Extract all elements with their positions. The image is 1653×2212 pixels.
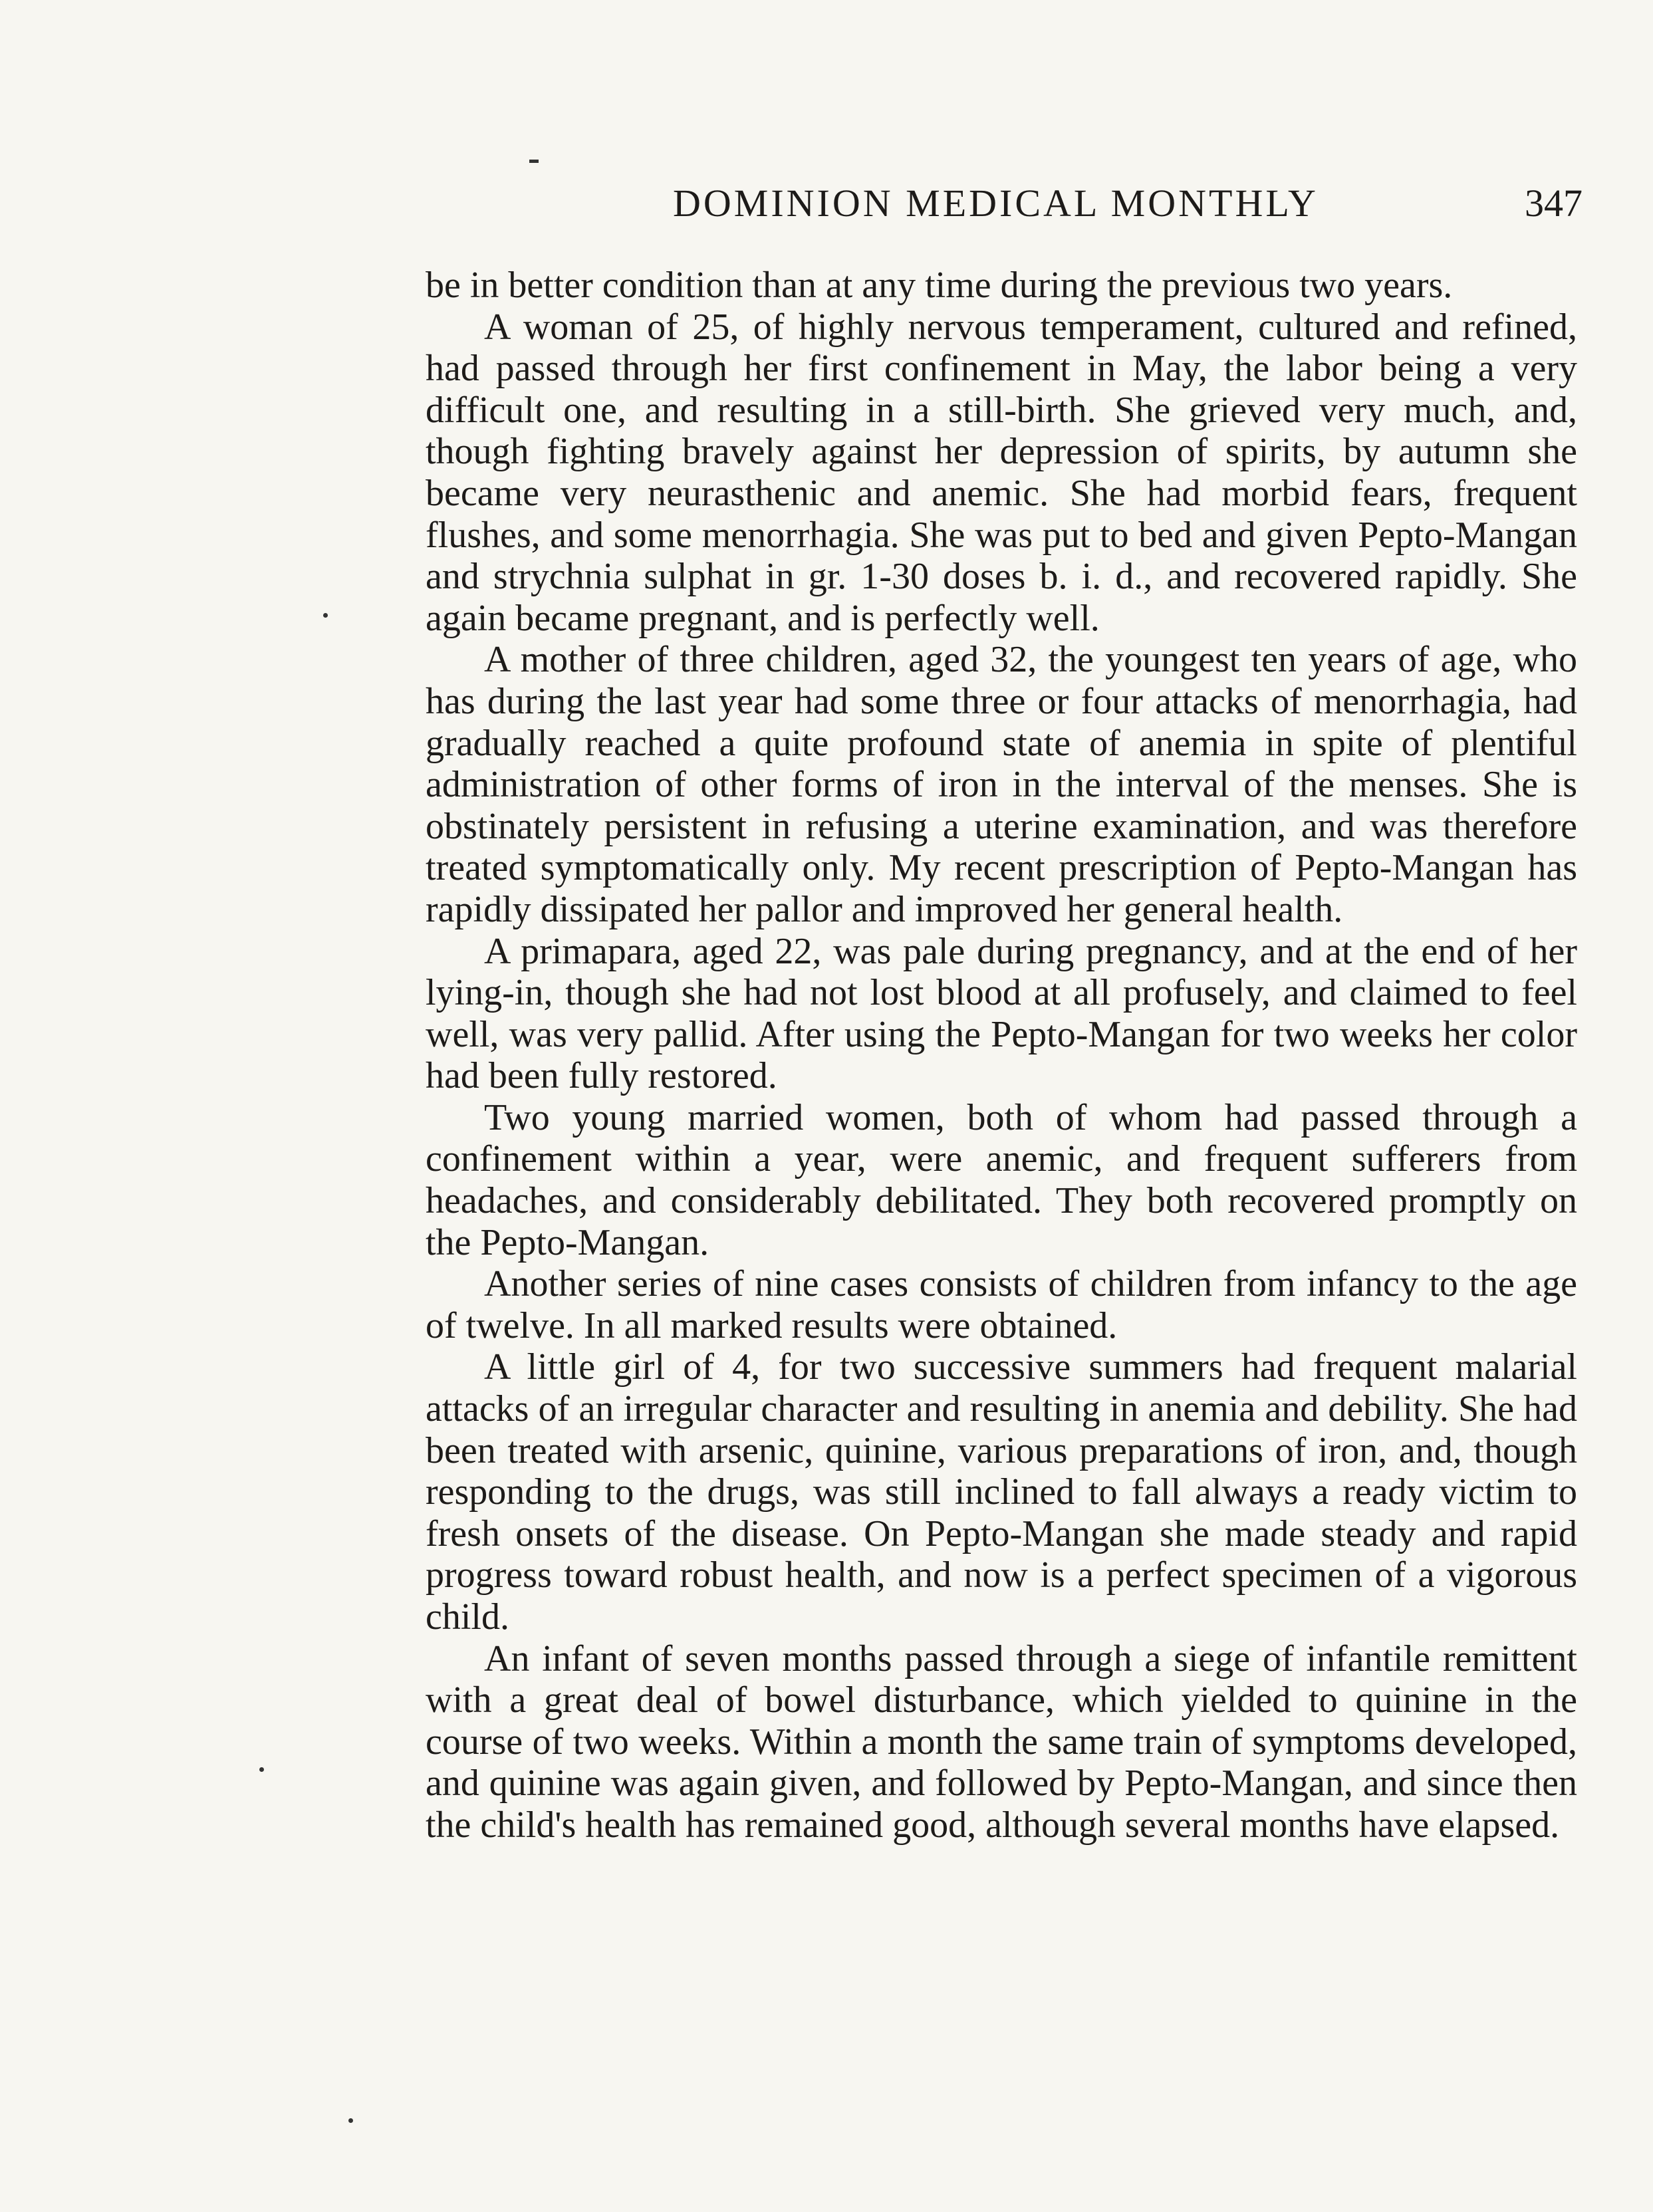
page-header — [426, 181, 1583, 234]
paragraph: Two young married women, both of whom had passed through a confinement within a year, were anemic, and frequent sufferers from headaches, and considerably debilitated. They both recovered promptly on the Pepto-Mangan. — [426, 1096, 1577, 1263]
paragraph: A woman of 25, of highly nervous temperament, cultured and refined, had passed through her first confinement in May, the labor being a very difficult one, and resulting in a still-birth. She grieved very much, and, though fighting bravely against her depression of spirits, by autumn she became very neurasthenic and anemic. She had morbid fears, frequent flushes, and some menorrhagia. She was put to bed and given Pepto-Mangan and strychnia sulphat in gr. 1-30 doses b. i. d., and recovered rapidly. She again became pregnant, and is perfectly well. — [426, 306, 1577, 639]
paragraph: A little girl of 4, for two successive summers had frequent malarial attacks of an irregular character and resulting in anemia and debility. She had been treated with arsenic, quinine, various preparations of iron, and, though responding to the drugs, was still inclined to fall always a ready victim to fresh onsets of the disease. On Pepto-Mangan she made steady and rapid progress toward robust health, and now is a perfect specimen of a vigorous child. — [426, 1346, 1577, 1638]
stray-mark — [348, 2118, 353, 2123]
page-number: 347 — [1525, 182, 1583, 225]
paragraph: A primapara, aged 22, was pale during pregnancy, and at the end of her lying-in, though she had not lost blood at all profusely, and claimed to feel well, was very pallid. After using the Pepto-Mangan for two weeks her color had been fully restored. — [426, 930, 1577, 1097]
stray-mark — [259, 1767, 264, 1772]
running-title: DOMINION MEDICAL MONTHLY — [673, 182, 1319, 225]
paragraph: An infant of seven months passed through a siege of infantile remittent with a great deal of bowel disturbance, which yielded to quinine in the course of two weeks. Within a month the same train of symptoms developed, and quinine was again given, and followed by Pepto-Mangan, and since then the child's health has remained good, although several months have elapsed. — [426, 1638, 1577, 1846]
body-text — [426, 265, 1577, 1846]
stray-mark — [529, 160, 539, 163]
paragraph: A mother of three children, aged 32, the youngest ten years of age, who has during the last year had some three or four attacks of menorrhagia, had gradually reached a quite profound state of anemia in spite of plentiful administration of other forms of iron in the interval of the menses. She is obstinately persistent in refusing a uterine examination, and was therefore treated symptomatically only. My recent prescription of Pepto-Mangan has rapidly dissipated her pallor and improved her general health. — [426, 639, 1577, 930]
paragraph: Another series of nine cases consists of children from infancy to the age of twelve. In all marked results were obtained. — [426, 1263, 1577, 1346]
stray-mark — [323, 613, 328, 618]
paragraph: be in better condition than at any time during the previous two years. — [426, 265, 1453, 306]
